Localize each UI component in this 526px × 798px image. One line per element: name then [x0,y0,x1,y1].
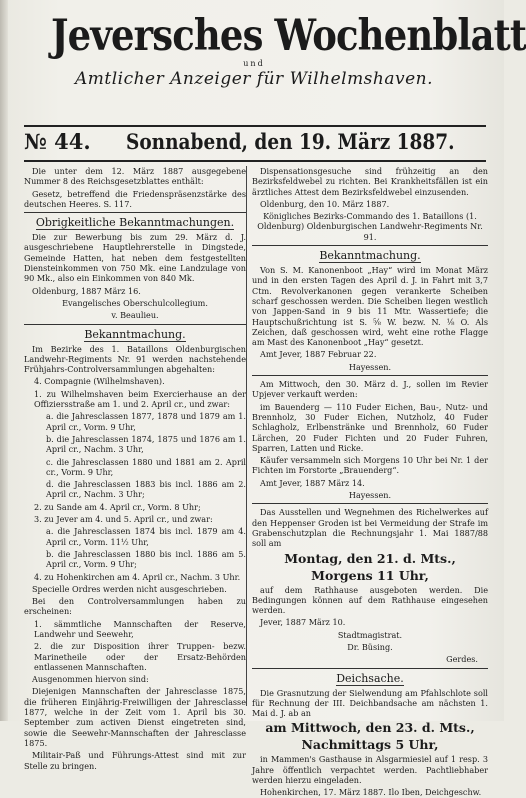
paragraph: 4. zu Hohenkirchen am 4. April cr., Nachm. 3 Uhr. [34,571,241,582]
section-heading [24,328,246,342]
section-rule [252,245,488,246]
paragraph: d. die Jahresclassen 1883 bis incl. 1886 am 2. April cr., Nachm. 3 Uhr; [46,479,246,500]
paragraph: auf dem Rathhause ausgeboten werden. Die Bedingungen können auf dem Rathhause eingesehen werden. [252,584,488,616]
heading-text: Bekanntmachung. [319,249,421,263]
section-rule [252,503,488,504]
dateline [24,129,488,159]
paragraph: Die zur Bewerbung bis zum 29. März d. J. ausgeschriebene Hauptlehrerstelle in Dingstede, Gemeinde Hatten, hat neben dem festgestellten Diensteinkommen von 750 Mk. eine Landzulage von 90 Mk., also ein Einkommen von 840 Mk. [24,232,246,284]
paragraph: Hohenkirchen, 17. März 1887. Ilo Iben, Deichgeschw. [260,787,482,798]
newspaper-subtitle: Amtlicher Anzeiger für Wilhelmshaven. [74,69,434,89]
section-rule [24,212,246,213]
issue-date: Sonnabend, den 19. März 1887. [126,129,455,154]
paragraph: Jever, 1887 März 10. [260,617,346,628]
paragraph: Gerdes. [446,654,478,665]
paragraph: Specielle Ordres werden nicht ausgeschrieben. [32,583,227,594]
signature-line: v. Beaulieu. [111,310,159,321]
paragraph: b. die Jahresclassen 1880 bis incl. 1886 am 5. April cr., Vorm. 9 Uhr; [46,548,246,570]
paragraph: 3. zu Jever am 4. und 5. April cr., und zwar: [34,514,213,525]
signature-line: Königliches Bezirks-Commando des 1. Bataillons (1. Oldenburg) Oldenburgischen Landwehr-Regiments Nr. 91. [257,211,483,242]
paragraph: Die Grasnutzung der Sielwendung am Pfahlschlote soll für Rechnung der III. Deichbandsache am nächsten 1. Mai d. J. ab an [252,687,488,719]
paragraph: Dispensationsgesuche sind frühzeitig an den Bezirksfeldwebel zu richten. Bei Krankheitsfällen ist ein ärztliches Attest dem Bezirksfeldwebel einzusenden. [252,166,488,197]
paragraph: 2. die zur Disposition ihrer Truppen- bezw. Marinetheile oder der Ersatz-Behörden entlassenen Mannschaften. [34,641,246,672]
issue-number: № 44. [24,129,91,154]
section-rule [252,668,488,669]
newspaper-title: Jeversches Wochenblatt [51,11,526,61]
section-heading [252,249,488,263]
column-divider [246,166,247,706]
paragraph: c. die Jahresclassen 1880 und 1881 am 2. April cr., Vorm. 9 Uhr, [46,456,246,477]
emphasis-line: am Mittwoch, den 23. d. Mts., [265,720,475,736]
dateline-rule [24,160,486,162]
paragraph: b. die Jahresclassen 1874, 1875 und 1876 am 1. April cr., Nachm. 3 Uhr, [46,433,246,455]
paragraph: Oldenburg, 1887 März 16. [32,285,141,296]
paragraph: Von S. M. Kanonenboot „Hay“ wird im Monat März und in den ersten Tagen des April d. J. in Fahrt mit 3,7 Ctm. Revolverkanonen gegen verankerte Scheiben scharf geschossen werden. Die Scheiben liegen westlich von Jappen-Sand in 9 bis 11 Mtr. Wassertiefe; die Hauptschußrichtung ist S. ⅝ W. bezw. N. ⅛ O. Als Zeichen, daß geschossen wird, weht eine rothe Flagge am Mast des Kanonenboot „Hay“ gesetzt. [252,265,488,348]
paragraph: 2. zu Sande am 4. April cr., Vorm. 8 Uhr; [34,501,201,512]
paragraph: Amt Jever, 1887 Februar 22. [260,349,377,360]
paragraph: Am Mittwoch, den 30. März d. J., sollen im Revier Upjever verkauft werden: [252,379,488,400]
paragraph: Gesetz, betreffend die Friedenspräsenzstärke des deutschen Heeres. S. 117. [24,188,246,209]
emphasis-line: Morgens 11 Uhr, [311,567,429,583]
section-rule [252,375,488,376]
paragraph: Das Ausstellen und Wegnehmen des Richelwerkes auf den Heppenser Groden ist bei Vermeidung der Strafe im Grabenschutzplan die Rechnungsjahr 1. Mai 1887/88 soll am [252,507,488,549]
heading-text: Obrigkeitliche Bekanntmachungen. [35,216,235,230]
paragraph: Militair-Paß und Führungs-Attest sind mit zur Stelle zu bringen. [24,750,246,771]
left-column [24,166,246,771]
section-heading [24,216,246,230]
right-column [252,166,488,798]
signature-line: Dr. Büsing. [347,641,393,652]
paragraph: Im Bezirke des 1. Bataillons Oldenburgischen Landwehr-Regiments Nr. 91 werden nachstehende Frühjahrs-Controlversammlungen abgehalten: [24,343,246,375]
section-rule [24,324,246,325]
paragraph: im Bauenderg — 110 Fuder Eichen, Bau-, Nutz- und Brennholz, 30 Fuder Eichen, Nutzholz, 40 Fuder Schlagholz, Erlbenstränke und Brennholz, 60 Fuder Lärchen, 20 Fuder Fichten und 20 Fuder Fuhren, Sparren, Latten und Ricke. [252,401,488,453]
masthead [18,11,526,90]
emphasis-line: Montag, den 21. d. Mts., [284,550,456,566]
paragraph: 4. Compagnie (Wilhelmshaven). [34,376,165,387]
paragraph: a. die Jahresclassen 1877, 1878 und 1879 am 1. April cr., Vorm. 9 Uhr, [46,411,246,432]
signature-line: Stadtmagistrat. [337,629,403,640]
binding-edge [0,0,8,721]
emphasis-line: Nachmittags 5 Uhr, [301,737,439,753]
paragraph: Diejenigen Mannschaften der Jahresclasse 1875, die früheren Einjährig-Freiwilligen der Jahresclasse 1877, welche in der Zeit vom 1. April bis 30. September zum activen Dienst eingetreten sind, sowie die Seewehr-Mannschaften der Jahresclasse 1875. [24,686,246,748]
paragraph: Käufer versammeln sich Morgens 10 Uhr bei Nr. 1 der Fichten im Forstorte „Brauenderg“. [252,455,488,476]
paragraph: Amt Jever, 1887 März 14. [260,477,365,488]
paragraph: a. die Jahresclassen 1874 bis incl. 1879 am 4. April cr., Vorm. 11½ Uhr, [46,526,246,547]
heading-text: Bekanntmachung. [84,327,186,341]
paragraph: Ausgenommen hiervon sind: [32,674,149,685]
heading-text: Deichsache. [336,671,404,685]
section-heading [252,672,488,686]
signature-line: Hayessen. [348,361,392,372]
paragraph: in Mammen's Gasthause in Alsgarmiesiel auf 1 resp. 3 Jahre öffentlich verpachtet werden. Pachtliebhaber werden hierzu eingeladen. [252,754,488,786]
paragraph: Oldenburg, den 10. März 1887. [260,198,390,209]
paragraph: 1. sämmtliche Mannschaften der Reserve, Landwehr und Seewehr, [34,618,246,639]
paragraph: 1. zu Wilhelmshaven beim Exercierhause an der Offiziersstraße am 1. und 2. April cr., und zwar: [34,388,246,410]
paragraph: Die unter dem 12. März 1887 ausgegebene Nummer 8 des Reichsgesetzblattes enthält: [24,166,246,187]
paragraph: Bei den Controlversammlungen haben zu erscheinen: [24,596,246,617]
masthead-rule [24,125,486,127]
signature-line: Hayessen. [348,490,392,501]
signature-line: Evangelisches Oberschulcollegium. [62,297,208,308]
masthead-und: und [243,59,265,68]
